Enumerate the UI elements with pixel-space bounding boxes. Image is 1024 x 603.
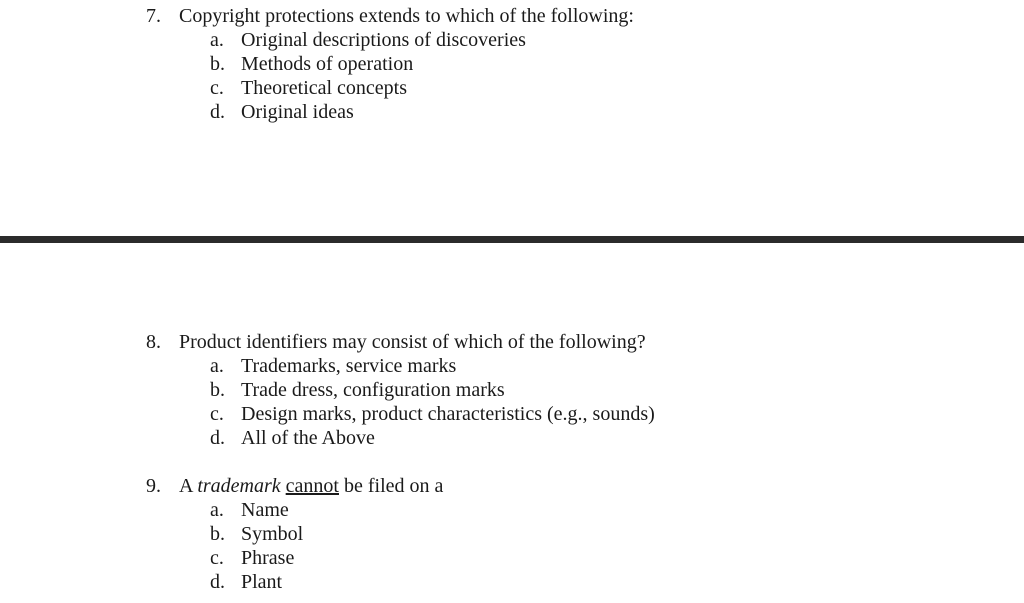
option-b [0,378,1024,402]
option-text: Theoretical concepts [241,77,408,99]
option-c [0,76,1024,100]
section-divider [0,236,1024,243]
question-stem [0,474,1024,498]
option-letter: c. [210,77,224,99]
option-letter: c. [210,547,224,569]
question-stem [0,330,1024,354]
question-9 [0,474,1024,594]
question-number: 7. [146,5,161,27]
option-letter: d. [210,101,225,123]
option-text: Trademarks, service marks [241,355,457,377]
question-number: 9. [146,475,161,497]
option-letter: b. [210,379,225,401]
option-a [0,354,1024,378]
question-number: 8. [146,331,161,353]
question-text: Product identifiers may consist of which of the following? [179,331,646,353]
option-d [0,100,1024,124]
option-text: All of the Above [241,427,375,449]
question-text [179,474,443,498]
question-text: Copyright protections extends to which of the following: [179,5,634,27]
option-b [0,522,1024,546]
option-d [0,426,1024,450]
question-stem [0,4,1024,28]
question-8 [0,330,1024,450]
option-text: Phrase [241,547,295,569]
option-text: Trade dress, configuration marks [241,379,505,401]
option-c [0,546,1024,570]
option-text: Design marks, product characteristics (e.g., sounds) [241,403,655,425]
option-a [0,498,1024,522]
option-letter: d. [210,427,225,449]
option-c [0,402,1024,426]
option-letter: d. [210,571,225,593]
option-text: Name [241,499,289,521]
option-letter: b. [210,523,225,545]
option-text: Methods of operation [241,53,414,75]
option-text: Plant [241,571,283,593]
option-letter: a. [210,29,224,51]
option-letter: a. [210,499,224,521]
option-text: Symbol [241,523,304,545]
option-text: Original descriptions of discoveries [241,29,526,51]
question-7 [0,4,1024,124]
option-letter: b. [210,53,225,75]
stem-prefix: A [179,475,198,497]
stem-suffix: be filed on a [338,475,444,497]
option-letter: c. [210,403,224,425]
option-letter: a. [210,355,224,377]
option-b [0,52,1024,76]
option-d [0,570,1024,594]
stem-underlined-cannot: cannot [285,475,339,497]
option-text: Original ideas [241,101,354,123]
option-a [0,28,1024,52]
stem-italic-trademark: trademark [197,475,281,497]
